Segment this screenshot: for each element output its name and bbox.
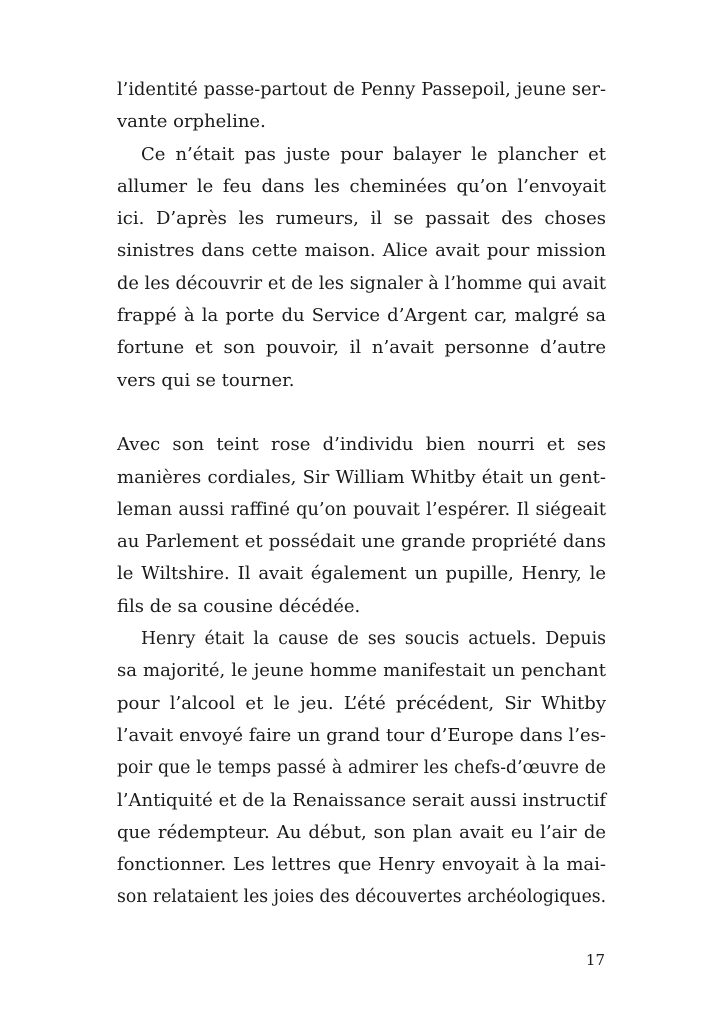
text-line: fortune et son pouvoir, il n’avait personne d’autre xyxy=(117,337,606,359)
text-line: que rédempteur. Au début, son plan avait eu l’air de xyxy=(117,821,606,843)
text-line: leman aussi raffiné qu’on pouvait l’espérer. Il siégeait xyxy=(117,499,606,520)
paragraph-1 xyxy=(117,74,606,139)
paragraph-4 xyxy=(117,623,606,914)
paragraph-3 xyxy=(117,429,606,623)
text-line: fonctionner. Les lettres que Henry envoyait à la mai- xyxy=(117,854,606,876)
page-number: 17 xyxy=(585,951,605,969)
text-line: manières cordiales, Sir William Whitby était un gent- xyxy=(117,466,606,488)
text-line: Avec son teint rose d’individu bien nourri et ses xyxy=(117,434,606,456)
text-line: allumer le feu dans les cheminées qu’on l’envoyait xyxy=(117,175,606,197)
text-line: vante orpheline. xyxy=(117,111,266,133)
page-body xyxy=(117,74,606,914)
text-line: frappé à la porte du Service d’Argent car, malgré sa xyxy=(117,305,606,327)
text-line: l’identité passe-partout de Penny Passepoil, jeune ser- xyxy=(117,80,606,100)
text-line: au Parlement et possédait une grande propriété dans xyxy=(117,531,606,553)
text-line: son relataient les joies des découvertes archéologiques. xyxy=(117,887,607,908)
paragraph-2 xyxy=(117,139,606,397)
text-line: ici. D’après les rumeurs, il se passait des choses xyxy=(117,208,606,230)
text-line: poir que le temps passé à admirer les chefs-d’œuvre de xyxy=(117,758,606,779)
section-break xyxy=(117,397,606,429)
text-line: sinistres dans cette maison. Alice avait pour mission xyxy=(117,240,606,262)
text-line: l’avait envoyé faire un grand tour d’Europe dans l’es- xyxy=(117,724,606,746)
text-line: pour l’alcool et le jeu. L’été précédent, Sir Whitby xyxy=(117,692,606,714)
text-line: l’Antiquité et de la Renaissance serait aussi instructif xyxy=(117,789,606,811)
text-line: fils de sa cousine décédée. xyxy=(117,595,361,617)
text-line: de les découvrir et de les signaler à l’homme qui avait xyxy=(117,273,606,294)
text-line: vers qui se tourner. xyxy=(117,369,295,391)
text-line: Ce n’était pas juste pour balayer le plancher et xyxy=(141,143,606,165)
text-line: le Wiltshire. Il avait également un pupille, Henry, le xyxy=(117,563,606,585)
text-line: Henry était la cause de ses soucis actuels. Depuis xyxy=(141,629,606,650)
text-line: sa majorité, le jeune homme manifestait un penchant xyxy=(117,660,606,682)
